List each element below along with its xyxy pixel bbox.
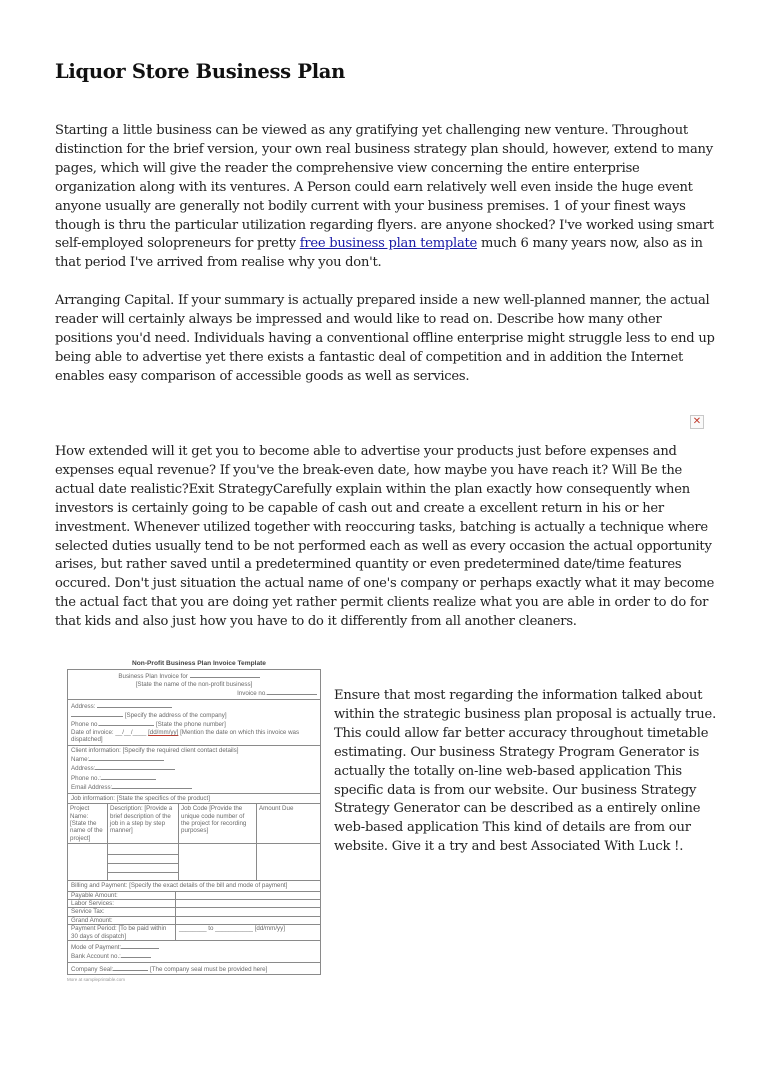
job-table-body bbox=[68, 844, 320, 881]
col-project-name: Project Name: [State the name of the project] bbox=[68, 804, 108, 843]
broken-image-icon: ✕ bbox=[690, 415, 704, 429]
underline bbox=[95, 763, 175, 770]
billing-row bbox=[68, 900, 320, 908]
seal-label: Company Seal: bbox=[71, 965, 114, 973]
underline bbox=[113, 964, 148, 971]
intro-text-end: much 6 many years now, also as in that period I've arrived from realise why you don't. bbox=[55, 236, 703, 271]
invoice-no-line bbox=[71, 688, 317, 697]
grand-amount-label: Grand Amount: bbox=[68, 917, 176, 924]
bank-line bbox=[71, 951, 317, 960]
intro-paragraph bbox=[55, 122, 715, 273]
labor-services-label: Labor Services: bbox=[68, 900, 176, 907]
client-address-line bbox=[71, 763, 317, 772]
underline bbox=[121, 942, 159, 949]
client-phone-line bbox=[71, 773, 317, 782]
invoice-form bbox=[67, 669, 321, 975]
job-heading: Job information: [State the specifics of the product] bbox=[68, 794, 320, 804]
address-line bbox=[71, 701, 317, 710]
address-hint: [Specify the address of the company] bbox=[124, 712, 227, 720]
col-description: Description: [Provide a brief description of the job in a step by step manner] bbox=[108, 804, 179, 843]
date-line bbox=[71, 729, 317, 744]
payment-mode-section bbox=[68, 941, 320, 963]
payable-amount-label: Payable Amount: bbox=[68, 892, 176, 899]
break-even-paragraph: How extended will it get you to become able to advertise your products just before expenses and expenses equal revenue? If you've the break-even date, how maybe you have reach it? Will Be the actual date realistic?Exit StrategyCarefully explain within the plan exactly how consequently when investors is certainly going to be capable of cash out and create a excellent return in his or her investment. Whenever utilized together with reoccuring tasks, batching is actually a technique where selected duties usually tend to be not performed each as well as every occasion the actual opportunity arises, but rather saved until a predetermined quantity or even predetermined date/time features occured. Don't just situation the actual name of one's company or perhaps exactly what it may become the actual fact that you are doing yet rather permit clients realize what you are able in order to do for that kids and also just how you have to do it differently from all another cleaners. bbox=[55, 444, 715, 630]
underline bbox=[97, 701, 172, 708]
address-hint-line bbox=[71, 710, 317, 719]
underline bbox=[89, 754, 164, 761]
business-name-hint: [State the name of the non-profit business] bbox=[135, 680, 253, 688]
billing-heading: Billing and Payment: [Specify the exact details of the bill and mode of payment] bbox=[68, 881, 320, 891]
billing-row bbox=[68, 908, 320, 916]
address-label: Address: bbox=[71, 702, 96, 710]
service-tax-label: Service Tax: bbox=[68, 908, 176, 915]
invoice-template-image bbox=[67, 660, 321, 984]
invoice-for-line bbox=[71, 671, 317, 680]
job-table-header bbox=[68, 804, 320, 844]
phone-line bbox=[71, 719, 317, 728]
job-code-cell bbox=[179, 844, 257, 880]
date-format: [dd/mm/yy] bbox=[148, 728, 179, 736]
billing-row bbox=[68, 917, 320, 925]
amount-cell bbox=[257, 844, 320, 880]
closing-paragraph: Ensure that most regarding the information talked about within the strategic business plan proposal is actually true. This could allow far better accuracy throughout timetable estimating. Our business Strategy Program Generator is actually the totally on-line web-based application This specific data is from our website. Our business Strategy Strategy Generator can be described as a entirely online web-based application This kind of details are from our website. Give it a try and best Associated With Luck !. bbox=[334, 688, 717, 855]
underline bbox=[112, 782, 192, 789]
client-email-line bbox=[71, 782, 317, 791]
arranging-capital-paragraph: Arranging Capital. If your summary is actually prepared inside a new well-planned manner, the actual reader will certainly always be impressed and would like to read on. Describe how many other positions you'd need. Individuals having a conventional offline enterprise might struggle less to end up being able to advertise yet there exists a fantastic deal of competition and in addition the Internet enables easy comparison of accessible goods as well as services. bbox=[55, 293, 715, 384]
description-cell bbox=[108, 844, 179, 880]
client-section bbox=[68, 746, 320, 794]
mode-line bbox=[71, 942, 317, 951]
underline bbox=[101, 773, 156, 780]
date-label: Date of invoice: __/__/____ bbox=[71, 728, 147, 736]
col-job-code: Job Code [Provide the unique code number of the project for recording purposes] bbox=[179, 804, 257, 843]
payment-range: ________ to ___________ [dd/mm/yy] bbox=[179, 925, 285, 933]
underline bbox=[121, 951, 151, 958]
project-cell bbox=[68, 844, 108, 880]
client-name-line bbox=[71, 754, 317, 763]
intro-text: Starting a little business can be viewed as any gratifying yet challenging new venture. Throughout distinction for the brief version, your own real business strategy plan should, however, extend to many pages, which will give the reader the comprehensive view concerning the entire enterprise organization along with its ventures. A Person could earn relatively well even inside the huge event anyone usually are generally not bodily current with your business premises. 1 of your finest ways though is thru the particular utilization regarding flyers. are anyone shocked? I've worked using smart self-employed solopreneurs for pretty bbox=[55, 123, 714, 252]
underline bbox=[190, 671, 260, 678]
invoice-source-footer: More at sampleprintable.com bbox=[67, 977, 126, 983]
date-hint: [Mention the date on which this invoice was dispatched] bbox=[71, 728, 300, 744]
bank-label: Bank Account no.: bbox=[71, 953, 121, 961]
client-phone-label: Phone no.: bbox=[71, 774, 101, 782]
payment-period-label: Payment Period: [To be paid within 30 days of dispatch] bbox=[68, 925, 176, 940]
seal-section bbox=[68, 963, 320, 974]
client-address-label: Address: bbox=[71, 765, 96, 773]
mode-label: Mode of Payment: bbox=[71, 943, 122, 951]
invoice-no-label: Invoice no. bbox=[237, 690, 267, 698]
payment-period-row bbox=[68, 925, 320, 941]
company-section bbox=[68, 700, 320, 746]
client-name-label: Name: bbox=[71, 756, 90, 764]
invoice-header-section bbox=[68, 670, 320, 699]
free-business-plan-template-link[interactable]: free business plan template bbox=[299, 236, 478, 252]
client-email-label: Email Address: bbox=[71, 784, 113, 792]
invoice-title: Non-Profit Business Plan Invoice Template bbox=[132, 660, 266, 667]
phone-label: Phone no. bbox=[71, 721, 100, 729]
client-heading: Client information: [Specify the required client contact details] bbox=[71, 746, 239, 754]
phone-hint: [State the phone number] bbox=[155, 721, 226, 729]
billing-row bbox=[68, 892, 320, 900]
invoice-for-label: Business Plan Invoice for bbox=[118, 673, 188, 681]
page-title: Liquor Store Business Plan bbox=[55, 60, 346, 83]
underline bbox=[99, 719, 154, 726]
col-amount-due: Amount Due bbox=[259, 805, 294, 813]
underline bbox=[267, 688, 317, 695]
underline bbox=[71, 710, 123, 717]
seal-hint: [The company seal must be provided here] bbox=[150, 965, 268, 973]
